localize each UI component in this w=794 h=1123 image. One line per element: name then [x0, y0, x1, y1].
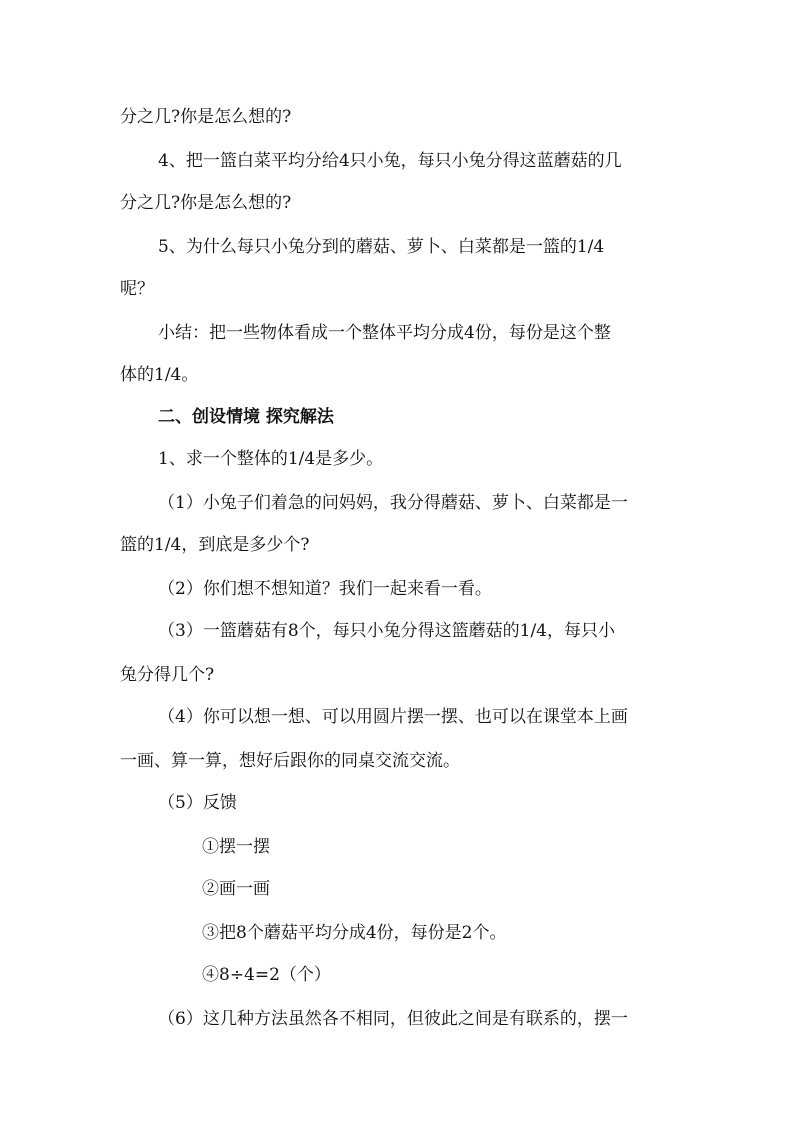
text-line: 分之几?你是怎么想的? [120, 193, 292, 213]
text-line: ②画一画 [202, 879, 270, 899]
text-line: 呢？ [120, 279, 154, 299]
text-line: 1、求一个整体的1/4是多少。 [158, 449, 384, 469]
text-line: 分之几?你是怎么想的? [120, 107, 292, 127]
text-line: 小结：把一些物体看成一个整体平均分成4份，每份是这个整 [158, 323, 611, 343]
text-line: 兔分得几个? [120, 665, 215, 685]
text-line: （6）这几种方法虽然各不相同，但彼此之间是有联系的，摆一 [158, 1009, 628, 1029]
text-line: ④8÷4=2（个） [202, 965, 331, 985]
text-line: （1）小兔子们着急的问妈妈，我分得蘑菇、萝卜、白菜都是一 [158, 493, 628, 513]
section-heading: 二、创设情境 探究解法 [158, 407, 334, 427]
text-line: （4）你可以想一想、可以用圆片摆一摆、也可以在课堂本上画 [158, 707, 628, 727]
text-line: 5、为什么每只小兔分到的蘑菇、萝卜、白菜都是一篮的1/4 [158, 237, 605, 257]
text-line: （3）一篮蘑菇有8个，每只小兔分得这篮蘑菇的1/4，每只小 [158, 621, 615, 641]
text-line: 篮的1/4，到底是多少个? [120, 535, 310, 555]
text-line: ①摆一摆 [202, 837, 270, 857]
text-line: （5）反馈 [158, 793, 237, 813]
text-line: （2）你们想不想知道？我们一起来看一看。 [158, 579, 492, 599]
text-line: 一画、算一算，想好后跟你的同桌交流交流。 [120, 751, 460, 771]
text-line: ③把8个蘑菇平均分成4份，每份是2个。 [202, 923, 507, 943]
text-line: 4、把一篮白菜平均分给4只小兔，每只小兔分得这蓝蘑菇的几 [158, 151, 622, 171]
text-line: 体的1/4。 [120, 365, 199, 385]
